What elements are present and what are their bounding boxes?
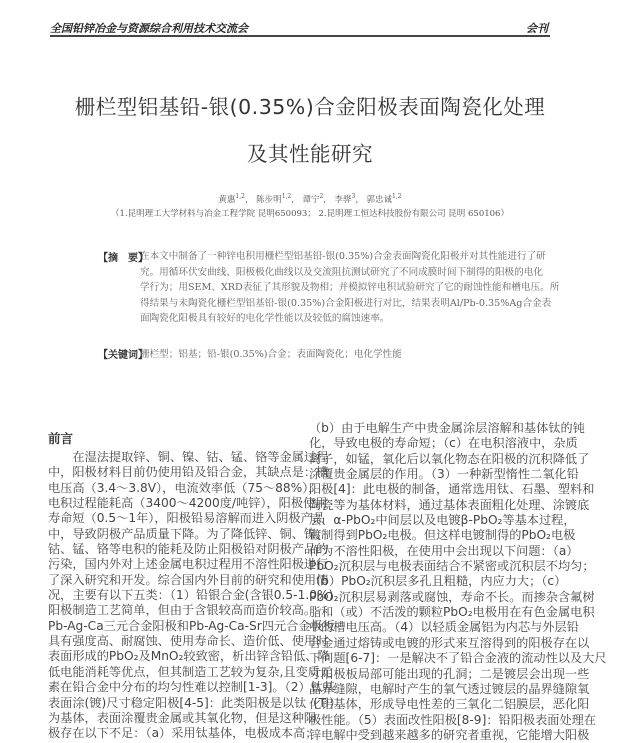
body-line: 中的槽电压高。（4）以轻质金属铝为内芯与外层铅	[309, 620, 579, 635]
header-rule	[50, 35, 550, 37]
body-line: PbO₂沉积层易剥落或腐蚀，寿命不长。而掺杂含氟树	[309, 589, 595, 604]
body-line: PbO₂沉积层与电极表面结合不紧密或沉积层不均匀；	[309, 559, 595, 574]
body-line: 作为不溶性阳极，在使用中会出现以下问题：（a）	[309, 543, 579, 558]
body-line: 层、α-PbO₂中间层以及电镀β-PbO₂等基本过程，	[309, 513, 576, 528]
abstract-line: 面陶瓷化阳极具有较好的电化学性能以及较低的腐蚀速率。	[140, 313, 390, 325]
author: 谭宁	[302, 195, 320, 205]
affiliations: （1.昆明理工大学材料与冶金工程学院 昆明650093； 2.昆明理工恒达科技股份有限公司 昆明 650106）	[111, 209, 509, 219]
issue-label: 会刊	[526, 22, 548, 35]
abstract-text	[140, 249, 560, 327]
body-line: 素在铅合金中分布的均匀性难以控制[1-3]。（2）钛基	[48, 680, 336, 695]
body-line: 钴、锰、铬等电积的能耗及防止阳极铅对阴极产品的	[48, 542, 329, 557]
author: 陈步明	[256, 195, 282, 205]
body-line: 电压高（3.4～3.8V），电流效率低（75～88%），	[48, 480, 321, 495]
abstract-line: 在本文中制备了一种锌电积用栅栏型铝基铅-银(0.35%)合金表面陶瓷化阳极并对其性能进行了研	[140, 251, 546, 262]
left-column-text	[48, 450, 342, 742]
keywords-text: 栅栏型；铝基；铅-银(0.35%)合金；表面陶瓷化；电化学性能	[140, 349, 402, 360]
body-line: 具有强度高、耐腐蚀、使用寿命长、造价低、使用时	[48, 634, 329, 649]
paper-title-line2: 及其性能研究	[247, 142, 373, 166]
body-line: 寸阳极板局部可能出现的孔洞；二是镀层会出现一些	[309, 666, 590, 681]
author-affiliation-mark: 1,2	[281, 193, 292, 201]
author-affiliation-mark: 3	[351, 193, 356, 201]
abstract-line: 得结果与未陶瓷化栅栏型铝基铅-银(0.35%)合金阳极进行对比，结果表明Al/Pb-0.35%Ag合金表	[140, 297, 552, 309]
author: 李骅	[334, 195, 352, 205]
body-line: 脂和（或）不活泼的颗粒PbO₂电极用在有色金属电积	[309, 605, 595, 620]
body-line: Pb-Ag-Ca三元合金阳极和Pb-Ag-Ca-Sr四元合金极板	[48, 618, 335, 633]
author: 郭忠诚	[366, 195, 393, 205]
body-line: 极存在以下不足：（a）采用钛基体，电极成本高；	[48, 726, 318, 741]
body-line: 陶瓷等为基体材料，通过基体表面粗化处理、涂镀底	[309, 497, 590, 512]
body-line: 污染，国内外对上述金属电积过程用不溶性阳极进行	[48, 557, 329, 572]
author-affiliation-mark: 2	[319, 193, 324, 201]
paper-title-line1: 栅栏型铝基铅-银(0.35%)合金阳极表面陶瓷化处理	[74, 95, 546, 119]
body-line: 晶界缝隙，电解时产生的氧气透过镀层的晶界缝隙氧	[309, 681, 590, 696]
body-line: 离子，如锰，氧化后以氧化物态在阳极的沉积降低了	[309, 451, 590, 466]
body-line: 极性能。（5）表面改性阳极[8-9]：铅阳极表面处理在	[309, 712, 597, 727]
author-affiliation-mark: 1,2	[235, 193, 245, 201]
body-line: 低电能消耗等优点，但其制造工艺较为复杂,且变质元	[48, 664, 333, 679]
body-line: 中，导致阴极产品质量下降。为了降低锌、铜、镍、	[48, 526, 329, 541]
body-line: 合金通过熔铸或电镀的形式来互溶得到的阳极存在以	[309, 635, 590, 650]
section-heading-introduction: 前言	[48, 431, 74, 446]
body-line: （b）由于电解生产中贵金属涂层溶解和基体钛的钝	[309, 421, 585, 435]
body-line: 化铝基体，形成导电性差的三氧化二铝膜层，恶化阳	[309, 697, 590, 712]
body-line: 在湿法提取锌、铜、镍、钴、锰、铬等金属过程	[48, 450, 329, 464]
keywords-label: 【关键词】	[98, 350, 148, 361]
body-line: 况，主要有以下五类：（1）铅银合金(含银0.5-1.0%)	[48, 588, 334, 603]
body-line: 涂覆贵金属层的作用。（3）一种新型惰性二氧化铅	[309, 467, 579, 482]
body-line: （b）PbO₂沉积层多孔且粗糙，内应力大；（c）	[309, 574, 567, 589]
body-line: 寿命短（0.5～1年），阳极铅易溶解而进入阴极产品	[48, 511, 325, 526]
body-line: 中，阳极材料目前仍使用铅及铅合金，其缺点是：槽	[48, 465, 329, 480]
author: 黄惠	[218, 195, 236, 205]
author-list: 黄惠$^{1,2}$， 陈步明$^{1,2}$， 谭宁$^2$， 李骅$^3$， 郭忠诚$^{1,2}$	[218, 193, 402, 205]
journal-header: 全国铅锌冶金与资源综合利用技术交流会	[50, 22, 248, 35]
author-affiliation-mark: 1,2	[392, 193, 402, 201]
body-line: 镀制得到PbO₂电极。但这样电镀制得的PbO₂电极	[309, 528, 576, 543]
abstract-line: 究。用循环伏安曲线、阳极极化曲线以及交流阻抗测试研究了不同成膜时间下制得的阳极的电化	[140, 266, 543, 278]
abstract-label: 【摘 要】	[98, 253, 148, 264]
body-line: 化，导致电极的寿命短；（c）在电积溶液中，杂质	[309, 436, 578, 451]
body-line: 表面涂(镀)尺寸稳定阳极[4-5]：此类阳极是以钛（Ti）	[48, 695, 342, 710]
body-line: 锌电解中受到越来越多的研究者重视，它能增大阳极	[309, 727, 590, 742]
body-line: 电积过程能耗高（3400～4200度/吨锌），阳极使用	[48, 496, 328, 511]
body-line: 了深入研究和开发。综合国内外目前的研究和使用情	[48, 572, 329, 587]
body-line: 下问题[6-7]：一是解决不了铅合金液的流动性以及大尺	[309, 651, 607, 666]
right-column-text	[309, 421, 607, 743]
body-line: 表面形成的PbO₂及MnO₂较致密，析出锌含铅低、降	[48, 649, 330, 664]
body-line: 阳极制造工艺简单，但由于含银较高而造价较高。	[48, 603, 317, 618]
abstract-line: 学行为；用SEM、XRD表征了其形貌及物相；并模拟锌电积试验研究了它的耐蚀性能和槽电压。所	[140, 282, 560, 294]
body-line: 为基体，表面涂覆贵金属或其氧化物，但是这种阳	[48, 710, 317, 725]
body-line: 阳极[4]：此电极的制备，通常选用钛、石墨、塑料和	[309, 482, 595, 497]
